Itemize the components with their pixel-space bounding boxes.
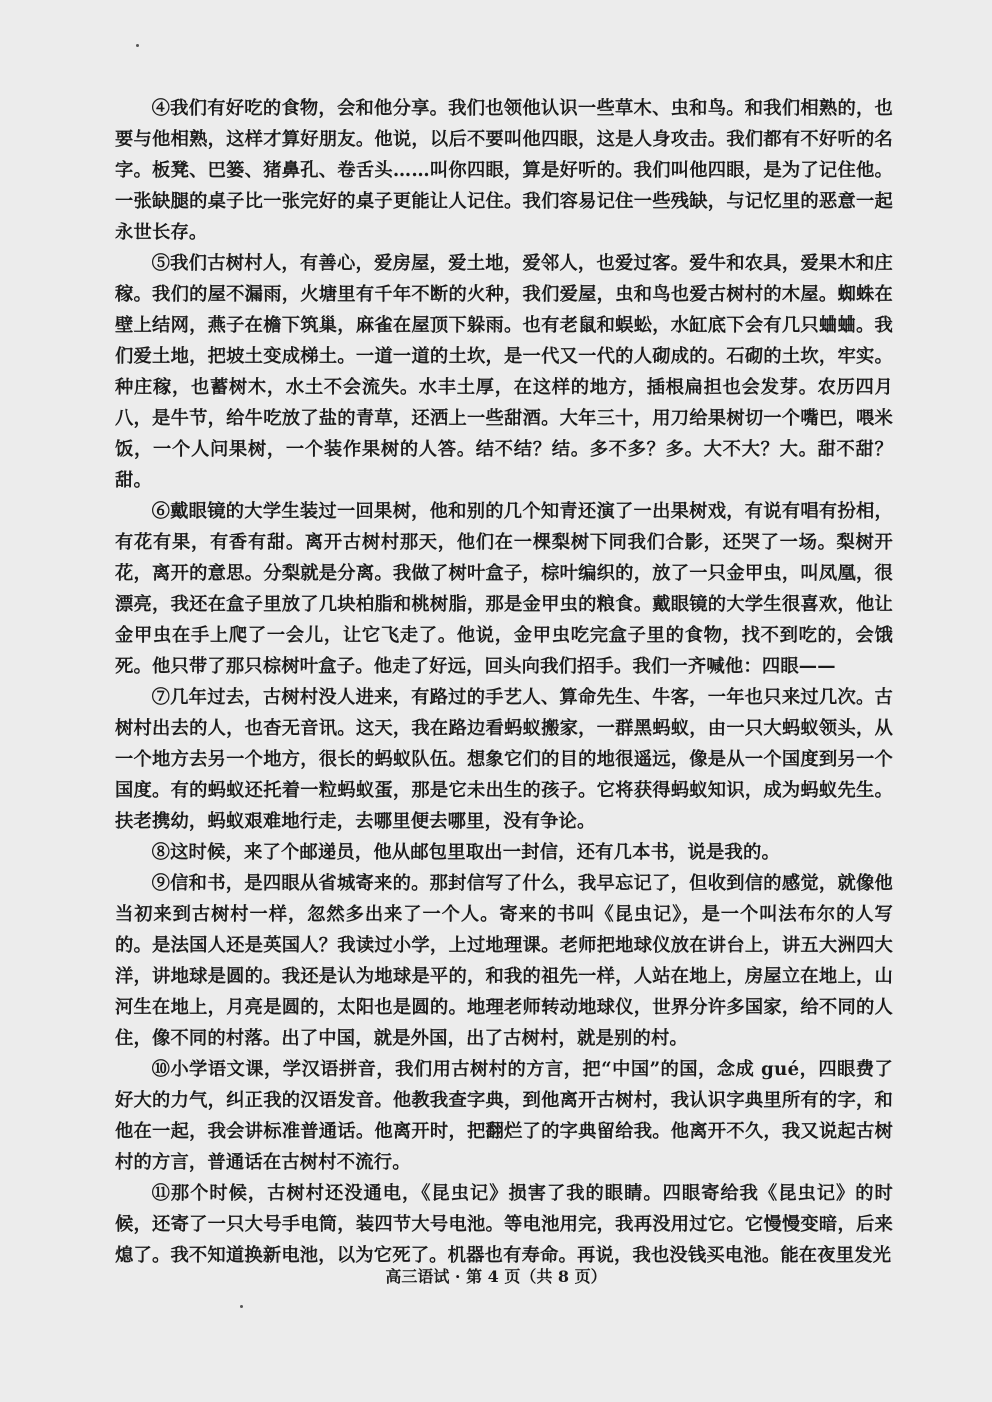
paragraph-10: ⑩小学语文课，学汉语拼音，我们用古树村的方言，把“中国”的国，念成 gué，四眼费了好大的力气，纠正我的汉语发音。他教我查字典，到他离开古树村，我认识字典里所有的字，和他在一起，我会讲标准普通话。他离开时，把翻烂了的字典留给我。他离开不久，我又说起古树村的方言，普通话在古树村不流行。	[115, 1059, 893, 1173]
reading-passage	[115, 93, 893, 1271]
page-footer: 高三语试 · 第 4 页（共 8 页）	[385, 1267, 607, 1286]
paragraph-7: ⑦几年过去，古树村没人进来，有路过的手艺人、算命先生、牛客，一年也只来过几次。古树村出去的人，也杳无音讯。这天，我在路边看蚂蚁搬家，一群黑蚂蚁，由一只大蚂蚁领头，从一个地方去另一个地方，很长的蚂蚁队伍。想象它们的目的地很遥远，像是从一个国度到另一个国度。有的蚂蚁还托着一粒蚂蚁蛋，那是它未出生的孩子。它将获得蚂蚁知识，成为蚂蚁先生。扶老携幼，蚂蚁艰难地行走，去哪里便去哪里，没有争论。	[115, 687, 893, 832]
scan-speck	[136, 44, 139, 47]
paragraph-5: ⑤我们古树村人，有善心，爱房屋，爱土地，爱邻人，也爱过客。爱牛和农具，爱果木和庄稼。我们的屋不漏雨，火塘里有千年不断的火种，我们爱屋，虫和鸟也爱古树村的木屋。蜘蛛在壁上结网，燕子在檐下筑巢，麻雀在屋顶下躲雨。也有老鼠和蜈蚣，水缸底下会有几只蛐蛐。我们爱土地，把坡土变成梯土。一道一道的土坎，是一代又一代的人砌成的。石砌的土坎，牢实。种庄稼，也蓄树木，水土不会流失。水丰土厚，在这样的地方，插根扁担也会发芽。农历四月八，是牛节，给牛吃放了盐的青草，还洒上一些甜酒。大年三十，用刀给果树切一个嘴巴，喂米饭，一个人问果树，一个装作果树的人答。结不结？结。多不多？多。大不大？大。甜不甜？甜。	[115, 253, 893, 491]
paragraph-6: ⑥戴眼镜的大学生装过一回果树，他和别的几个知青还演了一出果树戏，有说有唱有扮相，有花有果，有香有甜。离开古树村那天，他们在一棵梨树下同我们合影，还哭了一场。梨树开花，离开的意思。分梨就是分离。我做了树叶盒子，棕叶编织的，放了一只金甲虫，叫凤凰，很漂亮，我还在盒子里放了几块柏脂和桃树脂，那是金甲虫的粮食。戴眼镜的大学生很喜欢，他让金甲虫在手上爬了一会儿，让它飞走了。他说，金甲虫吃完盒子里的食物，找不到吃的，会饿死。他只带了那只棕树叶盒子。他走了好远，回头向我们招手。我们一齐喊他：四眼——	[115, 501, 893, 677]
paragraph-8: ⑧这时候，来了个邮递员，他从邮包里取出一封信，还有几本书，说是我的。	[151, 842, 780, 863]
scan-speck	[240, 1305, 243, 1308]
paragraph-4: ④我们有好吃的食物，会和他分享。我们也领他认识一些草木、虫和鸟。和我们相熟的，也要与他相熟，这样才算好朋友。他说，以后不要叫他四眼，这是人身攻击。我们都有不好听的名字。板凳、巴篓、猪鼻孔、卷舌头……叫你四眼，算是好听的。我们叫他四眼，是为了记住他。一张缺腿的桌子比一张完好的桌子更能让人记住。我们容易记住一些残缺，与记忆里的恶意一起永世长存。	[115, 98, 893, 243]
paragraph-9: ⑨信和书，是四眼从省城寄来的。那封信写了什么，我早忘记了，但收到信的感觉，就像他当初来到古树村一样，忽然多出来了一个人。寄来的书叫《昆虫记》，是一个叫法布尔的人写的。是法国人还是英国人？我读过小学，上过地理课。老师把地球仪放在讲台上，讲五大洲四大洋，讲地球是圆的。我还是认为地球是平的，和我的祖先一样，人站在地上，房屋立在地上，山河生在地上，月亮是圆的，太阳也是圆的。地理老师转动地球仪，世界分许多国家，给不同的人住，像不同的村落。出了中国，就是外国，出了古树村，就是别的村。	[115, 873, 893, 1049]
paragraph-11: ⑪那个时候，古树村还没通电，《昆虫记》损害了我的眼睛。四眼寄给我《昆虫记》的时候，还寄了一只大号手电筒，装四节大号电池。等电池用完，我再没用过它。它慢慢变暗，后来熄了。我不知道换新电池，以为它死了。机器也有寿命。再说，我也没钱买电池。能在夜里发光	[115, 1183, 893, 1266]
